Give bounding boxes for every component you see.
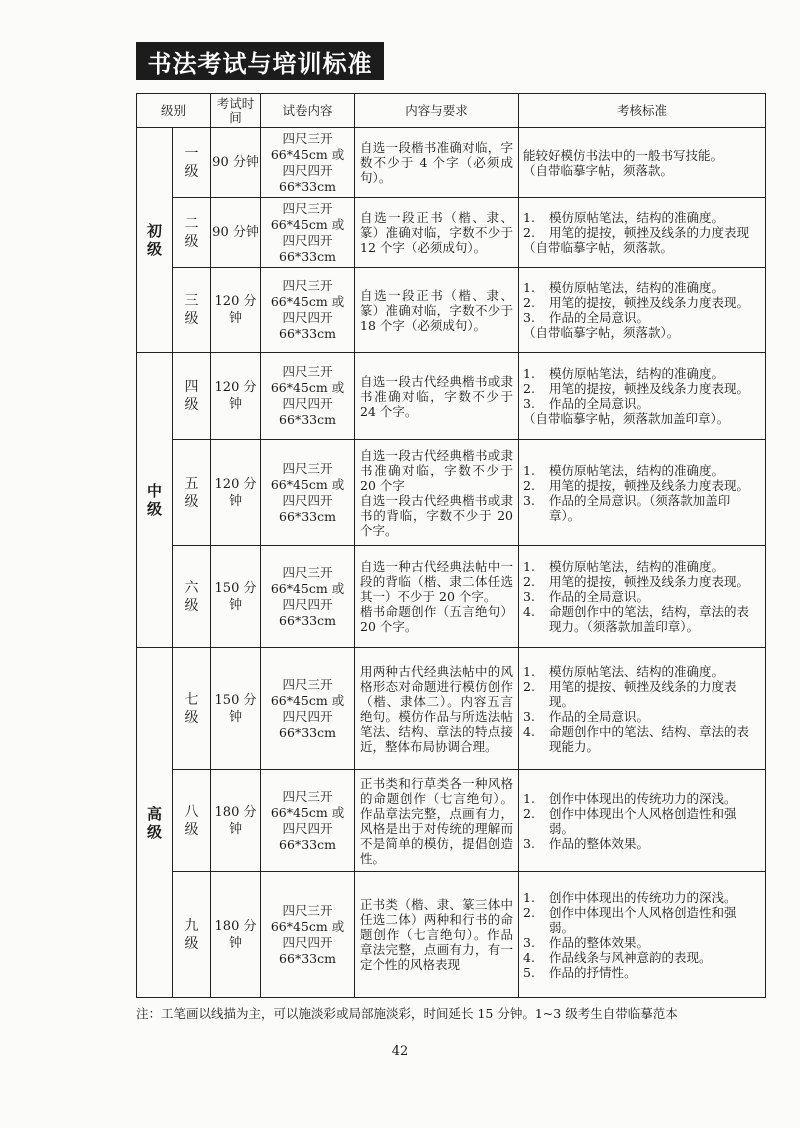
paper-line: 66*45cm 或 — [270, 476, 345, 492]
level-text: 七级 — [184, 691, 199, 726]
item-text: （自带临摹字帖，须落款。 — [523, 162, 674, 178]
paper-line: 66*45cm 或 — [270, 380, 345, 395]
level-cell — [173, 128, 211, 198]
item-number: 1. — [523, 280, 535, 295]
table-row — [137, 872, 766, 998]
paper-line: 66*33cm — [279, 724, 336, 740]
item-text: 作品的全局意识。 — [549, 310, 650, 325]
paper-line: 四尺四开 — [282, 396, 333, 411]
group-text: 中级 — [147, 482, 163, 518]
content-paragraph: 正书类（楷、隶、篆三体中任选二体）两种和行书的命题创作（七言绝句）。作品章法完整，点画有力，有一定个性的风格表现 — [360, 897, 514, 972]
item-number: 2. — [523, 805, 535, 821]
item-text: 用笔的提按，顿挫及线条的力度表现 — [549, 225, 750, 240]
item-text: 用笔的提按，顿挫及线条力度表现。 — [549, 295, 750, 310]
content-cell — [355, 198, 519, 268]
paper-line: 四尺三开 — [282, 130, 333, 146]
item-number: 2. — [523, 225, 535, 240]
level-text: 六级 — [184, 579, 199, 614]
table-row — [137, 770, 766, 872]
time-cell: 120 分钟 — [211, 440, 261, 546]
standard-item — [523, 679, 761, 709]
standard-item — [523, 411, 761, 426]
footnote: 注：工笔画以线描为主，可以施淡彩或局部施淡彩，时间延长 15 分钟。1~3 级考生自带临摹范本 — [136, 1006, 678, 1021]
content-cell — [355, 770, 519, 872]
standard-item — [523, 310, 761, 325]
item-text: 用笔的提按，顿挫及线条力度表现。 — [549, 477, 750, 493]
standard-item — [523, 709, 761, 724]
level-cell — [173, 648, 211, 770]
paper-line: 四尺四开 — [282, 596, 333, 612]
paper-line: 66*33cm — [279, 836, 336, 852]
standard-item — [523, 163, 761, 178]
paper-line: 66*45cm 或 — [270, 918, 345, 934]
paper-line: 66*45cm 或 — [270, 692, 345, 708]
item-number: 1. — [523, 462, 535, 478]
table-row — [137, 440, 766, 546]
paper-line: 四尺四开 — [282, 492, 333, 508]
item-text: 用笔的提按，顿挫及线条力度表现。 — [549, 381, 750, 396]
standard-item — [523, 210, 761, 225]
item-text: 作品的全局意识。 — [549, 396, 650, 411]
item-text: （自带临摹字帖，须落款加盖印章）。 — [523, 411, 730, 426]
standard-item — [523, 366, 761, 381]
header-standard: 考核标准 — [519, 94, 766, 128]
level-cell — [173, 440, 211, 546]
standard-cell — [519, 648, 766, 770]
item-number: 2. — [523, 678, 535, 694]
header-paper: 试卷内容 — [261, 94, 355, 128]
item-text: 模仿原帖笔法，结构的准确度。 — [549, 462, 725, 478]
item-text: 创作中体现出个人风格创造性和强弱。 — [549, 904, 737, 935]
item-number: 1. — [523, 559, 535, 574]
standard-item — [523, 806, 761, 836]
paper-line: 66*45cm 或 — [270, 804, 345, 820]
content-paragraph: 楷书命题创作（五言绝句）20 个字。 — [360, 604, 514, 634]
level-cell — [173, 770, 211, 872]
standard-item — [523, 724, 761, 754]
paper-line: 四尺四开 — [282, 708, 333, 724]
time-cell: 150 分钟 — [211, 648, 261, 770]
item-text: 作品的整体效果。 — [549, 835, 650, 851]
item-number: 2. — [523, 574, 535, 589]
item-number: 2. — [523, 381, 535, 396]
level-cell — [173, 872, 211, 998]
item-number: 3. — [523, 589, 535, 604]
item-text: 命题创作中的笔法、结构、章法的表现能力。 — [549, 723, 750, 754]
paper-line: 四尺四开 — [282, 820, 333, 836]
paper-cell — [261, 128, 355, 198]
item-text: 作品的全局意识。 — [549, 589, 650, 604]
paper-line: 66*33cm — [279, 178, 336, 194]
standard-item — [523, 604, 761, 634]
content-paragraph: 自选一段古代经典楷书或隶书准确对临，字数不少于 20 个字 — [360, 447, 514, 493]
time-cell: 90 分钟 — [211, 128, 261, 198]
item-text: 模仿原帖笔法，结构的准确度。 — [549, 280, 725, 295]
page-title: 书法考试与培训标准 — [136, 42, 384, 80]
paper-cell — [261, 268, 355, 353]
page-number: 42 — [391, 1044, 409, 1059]
item-number: 4. — [523, 949, 535, 965]
paper-line: 四尺四开 — [282, 310, 333, 325]
content-paragraph: 正书类和行草类各一种风格的命题创作（七言绝句）。作品章法完整，点画有力，风格是出于对传统的理解而不是简单的模仿，提倡创造性。 — [360, 775, 514, 866]
paper-line: 66*33cm — [279, 508, 336, 524]
item-text: 创作中体现出的传统功力的深浅。 — [549, 790, 737, 806]
level-cell — [173, 353, 211, 440]
paper-line: 四尺三开 — [282, 460, 333, 476]
level-cell — [173, 198, 211, 268]
paper-line: 66*33cm — [279, 248, 336, 264]
group-text: 初级 — [147, 222, 163, 258]
header-level: 级别 — [137, 94, 211, 128]
item-text: 命题创作中的笔法，结构，章法的表现力。（须落款加盖印章）。 — [549, 604, 750, 634]
content-paragraph: 自选一段楷书准确对临，字数不少于 4 个字（必须成句）。 — [360, 140, 514, 185]
level-text: 八级 — [184, 803, 199, 838]
paper-line: 四尺三开 — [282, 902, 333, 918]
standard-cell — [519, 198, 766, 268]
time-cell: 120 分钟 — [211, 268, 261, 353]
paper-line: 66*45cm 或 — [270, 216, 345, 232]
header-row — [137, 94, 766, 128]
item-text: 创作中体现出的传统功力的深浅。 — [549, 889, 737, 905]
group-text: 高级 — [147, 804, 163, 841]
time-cell: 90 分钟 — [211, 198, 261, 268]
time-cell: 180 分钟 — [211, 770, 261, 872]
item-text: 模仿原帖笔法、结构的准确度。 — [549, 663, 725, 679]
paper-line: 四尺四开 — [282, 934, 333, 950]
content-cell — [355, 648, 519, 770]
paper-cell — [261, 770, 355, 872]
table-row — [137, 353, 766, 440]
item-text: 创作中体现出个人风格创造性和强弱。 — [549, 805, 737, 836]
item-number: 5. — [523, 964, 535, 980]
item-text: 作品的抒情性。 — [549, 964, 637, 980]
item-number: 3. — [523, 708, 535, 724]
paper-line: 四尺三开 — [282, 788, 333, 804]
standard-item — [523, 791, 761, 806]
time-cell: 120 分钟 — [211, 353, 261, 440]
standard-cell — [519, 128, 766, 198]
standard-item — [523, 965, 761, 980]
table-row — [137, 198, 766, 268]
content-paragraph: 自选一段正书（楷、隶、篆）准确对临，字数不少于 12 个字（必须成句）。 — [360, 210, 514, 255]
content-cell — [355, 440, 519, 546]
content-cell — [355, 268, 519, 353]
standard-item — [523, 950, 761, 965]
standard-item — [523, 240, 761, 255]
standard-item — [523, 589, 761, 604]
content-cell — [355, 872, 519, 998]
paper-line: 66*33cm — [279, 326, 336, 341]
item-text: （自带临摹字帖，须落款。 — [523, 240, 674, 255]
table-row — [137, 546, 766, 648]
item-text: （自带临摹字帖，须落款）。 — [523, 325, 680, 340]
paper-line: 66*33cm — [279, 412, 336, 427]
item-text: 模仿原帖笔法，结构的准确度。 — [549, 366, 725, 381]
level-text: 二级 — [184, 215, 199, 250]
group-label-advanced — [137, 648, 173, 998]
standard-item — [523, 935, 761, 950]
time-cell: 180 分钟 — [211, 872, 261, 998]
paper-line: 四尺三开 — [282, 564, 333, 580]
item-number: 3. — [523, 396, 535, 411]
paper-line: 四尺三开 — [282, 200, 333, 216]
standard-item — [523, 225, 761, 240]
table-row — [137, 268, 766, 353]
paper-cell — [261, 440, 355, 546]
standard-cell — [519, 546, 766, 648]
item-text: 用笔的提按、顿挫及线条的力度表现。 — [549, 678, 737, 709]
standard-item — [523, 463, 761, 478]
table-row — [137, 648, 766, 770]
item-text: 作品线条与风神意韵的表现。 — [549, 949, 712, 965]
item-number: 1. — [523, 663, 535, 679]
standard-item — [523, 493, 761, 523]
content-paragraph: 自选一段古代经典楷书或隶书准确对临，字数不少于 24 个字。 — [360, 373, 514, 419]
item-number: 2. — [523, 477, 535, 493]
standard-item — [523, 664, 761, 679]
standard-item — [523, 559, 761, 574]
item-text: 用笔的提按，顿挫及线条力度表现。 — [549, 574, 750, 589]
paper-line: 66*45cm 或 — [270, 580, 345, 596]
paper-line: 66*33cm — [279, 612, 336, 628]
standard-item — [523, 381, 761, 396]
item-text: 能较好模仿书法中的一般书写技能。 — [523, 147, 724, 163]
item-number: 3. — [523, 310, 535, 325]
paper-line: 四尺三开 — [282, 364, 333, 379]
item-number: 1. — [523, 366, 535, 381]
content-paragraph: 自选一种古代经典法帖中一段的背临（楷、隶二体任选其一）不少于 20 个字。 — [360, 559, 514, 604]
standard-item — [523, 574, 761, 589]
item-number: 1. — [523, 889, 535, 905]
item-number: 3. — [523, 934, 535, 950]
standard-item — [523, 148, 761, 163]
item-text: 模仿原帖笔法，结构的准确度。 — [549, 559, 725, 574]
item-number: 4. — [523, 604, 535, 619]
item-text: 模仿原帖笔法，结构的准确度。 — [549, 210, 725, 225]
item-number: 2. — [523, 295, 535, 310]
level-text: 五级 — [184, 475, 199, 510]
paper-cell — [261, 648, 355, 770]
item-number: 1. — [523, 790, 535, 806]
header-content: 内容与要求 — [355, 94, 519, 128]
item-text: 作品的全局意识。 — [549, 708, 650, 724]
level-text: 四级 — [184, 379, 199, 413]
time-cell: 150 分钟 — [211, 546, 261, 648]
paper-line: 四尺四开 — [282, 162, 333, 178]
paper-line: 66*45cm 或 — [270, 294, 345, 309]
content-paragraph: 用两种古代经典法帖中的风格形态对命题进行模仿创作（楷、隶体二）。内容五言绝句。模仿作品与所选法帖笔法、结构、章法的特点接近，整体布局协调合理。 — [360, 663, 514, 754]
item-text: 作品的整体效果。 — [549, 934, 650, 950]
level-text: 一级 — [184, 145, 199, 180]
content-cell — [355, 128, 519, 198]
standard-item — [523, 396, 761, 411]
content-cell — [355, 546, 519, 648]
item-number: 1. — [523, 210, 535, 225]
standard-item — [523, 890, 761, 905]
level-text: 九级 — [184, 917, 199, 952]
level-cell — [173, 268, 211, 353]
item-number: 3. — [523, 492, 535, 508]
paper-line: 66*33cm — [279, 950, 336, 966]
item-number: 2. — [523, 904, 535, 920]
group-label-middle — [137, 353, 173, 648]
table-row — [137, 128, 766, 198]
paper-line: 四尺三开 — [282, 278, 333, 293]
standard-cell — [519, 440, 766, 546]
item-number: 4. — [523, 723, 535, 739]
standard-cell — [519, 872, 766, 998]
level-text: 三级 — [184, 293, 199, 327]
group-label-primary — [137, 128, 173, 353]
standard-item — [523, 836, 761, 851]
level-cell — [173, 546, 211, 648]
header-time: 考试时间 — [211, 94, 261, 128]
content-cell — [355, 353, 519, 440]
standard-item — [523, 295, 761, 310]
standard-item — [523, 280, 761, 295]
paper-line: 四尺四开 — [282, 232, 333, 248]
standards-table — [136, 93, 766, 998]
content-paragraph: 自选一段古代经典楷书或隶书的背临，字数不少于 20 个字。 — [360, 492, 514, 538]
content-paragraph: 自选一段正书（楷、隶、篆）准确对临，字数不少于 18 个字（必须成句）。 — [360, 287, 514, 333]
standard-item — [523, 905, 761, 935]
paper-line: 66*45cm 或 — [270, 146, 345, 162]
paper-cell — [261, 872, 355, 998]
standard-item — [523, 478, 761, 493]
item-text: 作品的全局意识。（须落款加盖印章）。 — [549, 492, 731, 523]
paper-line: 四尺三开 — [282, 676, 333, 692]
paper-cell — [261, 353, 355, 440]
standard-cell — [519, 268, 766, 353]
standard-cell — [519, 353, 766, 440]
standard-item — [523, 325, 761, 340]
paper-cell — [261, 546, 355, 648]
paper-cell — [261, 198, 355, 268]
item-number: 3. — [523, 835, 535, 851]
standard-cell — [519, 770, 766, 872]
